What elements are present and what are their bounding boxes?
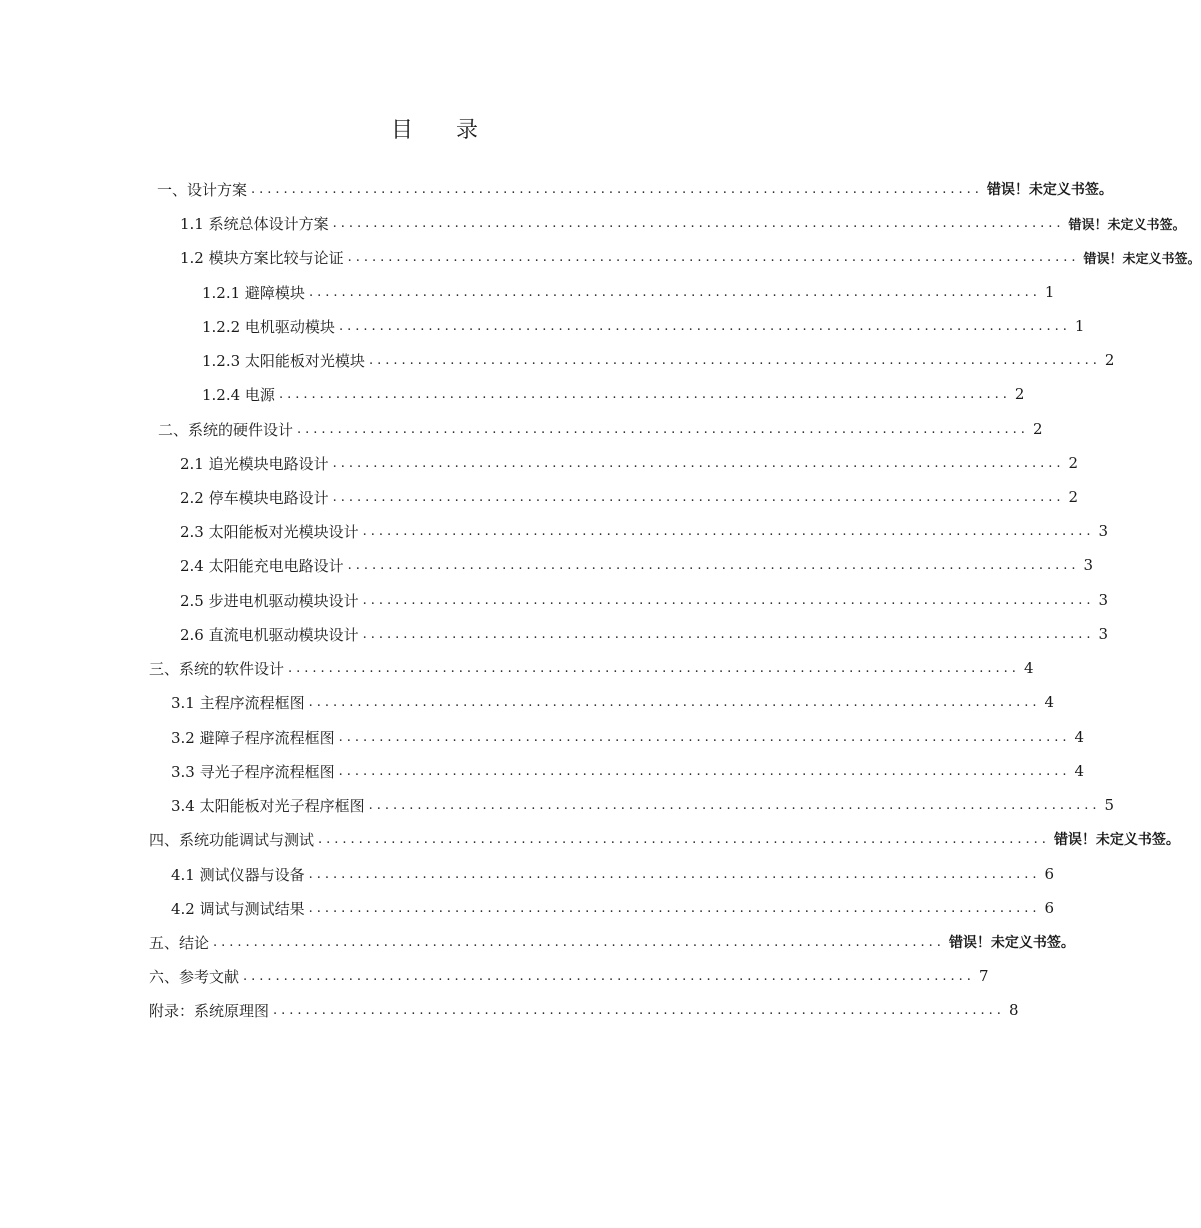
- toc-leader-dots: ..........................................................................................: [308, 694, 1041, 710]
- toc-entry-page: 3: [1098, 625, 1109, 643]
- toc-leader-dots: ..........................................................................................: [251, 181, 983, 197]
- toc-entry-page: 4: [1074, 762, 1085, 780]
- toc-entry-label: 2.6 直流电机驱动模块设计: [180, 625, 359, 644]
- toc-entry-label: 3.2 避障子程序流程框图: [171, 728, 335, 747]
- toc-entry-label: 2.2 停车模块电路设计: [180, 488, 329, 507]
- toc-entry[interactable]: [180, 483, 1079, 511]
- toc-leader-dots: ..........................................................................................: [273, 1002, 1005, 1018]
- toc-leader-dots: ..........................................................................................: [368, 797, 1101, 813]
- toc-leader-dots: ..........................................................................................: [362, 523, 1095, 539]
- toc-entry-label: 1.2 模块方案比较与论证: [180, 248, 344, 267]
- toc-leader-dots: ..........................................................................................: [338, 763, 1071, 779]
- toc-entry-label: 3.1 主程序流程框图: [171, 693, 305, 712]
- toc-entry-label: 三、系统的软件设计: [149, 659, 285, 678]
- toc-entry-page: 错误！未定义书签。: [1068, 217, 1186, 233]
- toc-leader-dots: ..........................................................................................: [362, 626, 1095, 642]
- toc-leader-dots: ..........................................................................................: [243, 968, 975, 984]
- toc-entry[interactable]: [171, 860, 1055, 888]
- toc-entry-label: 1.2.3 太阳能板对光模块: [202, 351, 365, 370]
- toc-entry-label: 二、系统的硬件设计: [158, 420, 294, 439]
- toc-entry[interactable]: [149, 654, 1034, 682]
- toc-leader-dots: ..........................................................................................: [347, 557, 1080, 573]
- toc-leader-dots: ..........................................................................................: [332, 455, 1065, 471]
- toc-leader-dots: ..........................................................................................: [362, 592, 1095, 608]
- toc-entry[interactable]: [149, 928, 1075, 956]
- toc-entry-page: 6: [1044, 865, 1055, 883]
- toc-entry-page: 8: [1008, 1001, 1019, 1019]
- toc-entry[interactable]: [180, 586, 1109, 614]
- toc-entry-label: 2.1 追光模块电路设计: [180, 454, 329, 473]
- toc-entry-page: 2: [1068, 488, 1079, 506]
- toc-entry-page: 4: [1074, 728, 1085, 746]
- toc-entry[interactable]: [202, 278, 1055, 306]
- toc-entry[interactable]: [149, 962, 989, 990]
- toc-entry-page: 错误！未定义书签。: [1083, 251, 1201, 267]
- toc-entry[interactable]: [202, 346, 1115, 374]
- toc-entry[interactable]: [171, 723, 1085, 751]
- toc-entry-page: 3: [1083, 556, 1094, 574]
- toc-leader-dots: ..........................................................................................: [297, 421, 1029, 437]
- toc-leader-dots: ..........................................................................................: [318, 831, 1050, 847]
- toc-entry-page: 4: [1044, 693, 1055, 711]
- toc-entry-page: 3: [1098, 522, 1109, 540]
- toc-entry[interactable]: [180, 243, 1201, 271]
- toc-entry-label: 4.2 调试与测试结果: [171, 899, 305, 918]
- toc-leader-dots: ..........................................................................................: [288, 660, 1020, 676]
- toc-entry-label: 4.1 测试仪器与设备: [171, 865, 305, 884]
- toc-entry-label: 五、结论: [149, 933, 210, 952]
- toc-leader-dots: ..........................................................................................: [347, 249, 1080, 265]
- toc-entry[interactable]: [149, 825, 1180, 853]
- toc-entry-page: 错误！未定义书签。: [986, 182, 1113, 198]
- toc-entry-label: 3.3 寻光子程序流程框图: [171, 762, 335, 781]
- toc-entry[interactable]: [180, 620, 1109, 648]
- toc-entry[interactable]: [180, 209, 1186, 237]
- toc-entry-page: 2: [1104, 351, 1115, 369]
- toc-entry[interactable]: [202, 312, 1085, 340]
- toc-entry-label: 六、参考文献: [149, 967, 240, 986]
- toc-entry[interactable]: [157, 175, 1113, 203]
- toc-entry-page: 1: [1074, 317, 1085, 335]
- toc-entry-page: 5: [1104, 796, 1115, 814]
- toc-leader-dots: ..........................................................................................: [338, 729, 1071, 745]
- toc-entry[interactable]: [180, 551, 1094, 579]
- toc-entry[interactable]: [158, 415, 1043, 443]
- toc-entry-label: 1.2.1 避障模块: [202, 283, 305, 302]
- toc-entry-page: 2: [1068, 454, 1079, 472]
- toc-entry-page: 6: [1044, 899, 1055, 917]
- toc-entry[interactable]: [171, 894, 1055, 922]
- toc-entry-label: 2.3 太阳能板对光模块设计: [180, 522, 359, 541]
- toc-entry-label: 1.1 系统总体设计方案: [180, 214, 329, 233]
- toc-entry[interactable]: [180, 517, 1109, 545]
- toc-entry-label: 3.4 太阳能板对光子程序框图: [171, 796, 365, 815]
- toc-entry-label: 2.4 太阳能充电电路设计: [180, 556, 344, 575]
- toc-leader-dots: ..........................................................................................: [332, 489, 1065, 505]
- toc-entry[interactable]: [180, 449, 1079, 477]
- toc-leader-dots: ..........................................................................................: [213, 934, 945, 950]
- toc-entry[interactable]: [171, 688, 1055, 716]
- toc-entry-page: 1: [1044, 283, 1055, 301]
- toc-entry[interactable]: [171, 757, 1085, 785]
- toc-entry[interactable]: [149, 996, 1019, 1024]
- toc-entry-label: 一、设计方案: [157, 180, 248, 199]
- toc-leader-dots: ..........................................................................................: [308, 284, 1041, 300]
- toc-leader-dots: ..........................................................................................: [368, 352, 1101, 368]
- toc-entry-page: 2: [1014, 385, 1025, 403]
- toc-entry[interactable]: [202, 380, 1025, 408]
- toc-leader-dots: ..........................................................................................: [332, 215, 1065, 231]
- toc-entry[interactable]: [171, 791, 1115, 819]
- toc-leader-dots: ..........................................................................................: [308, 900, 1041, 916]
- toc-entry-label: 1.2.2 电机驱动模块: [202, 317, 335, 336]
- page-title: 目 录: [391, 118, 496, 143]
- toc-entry-page: 7: [978, 967, 989, 985]
- toc-leader-dots: ..........................................................................................: [338, 318, 1071, 334]
- toc-entry-page: 错误！未定义书签。: [948, 935, 1075, 951]
- toc-entry-label: 附录：系统原理图: [149, 1001, 270, 1020]
- toc-entry-label: 2.5 步进电机驱动模块设计: [180, 591, 359, 610]
- toc-entry-label: 1.2.4 电源: [202, 385, 275, 404]
- toc-entry-page: 错误！未定义书签。: [1053, 832, 1180, 848]
- toc-entry-page: 3: [1098, 591, 1109, 609]
- toc-leader-dots: ..........................................................................................: [308, 866, 1041, 882]
- toc-entry-label: 四、系统功能调试与测试: [149, 830, 315, 849]
- toc-leader-dots: ..........................................................................................: [278, 386, 1011, 402]
- toc-entry-page: 2: [1032, 420, 1043, 438]
- toc-entry-page: 4: [1023, 659, 1034, 677]
